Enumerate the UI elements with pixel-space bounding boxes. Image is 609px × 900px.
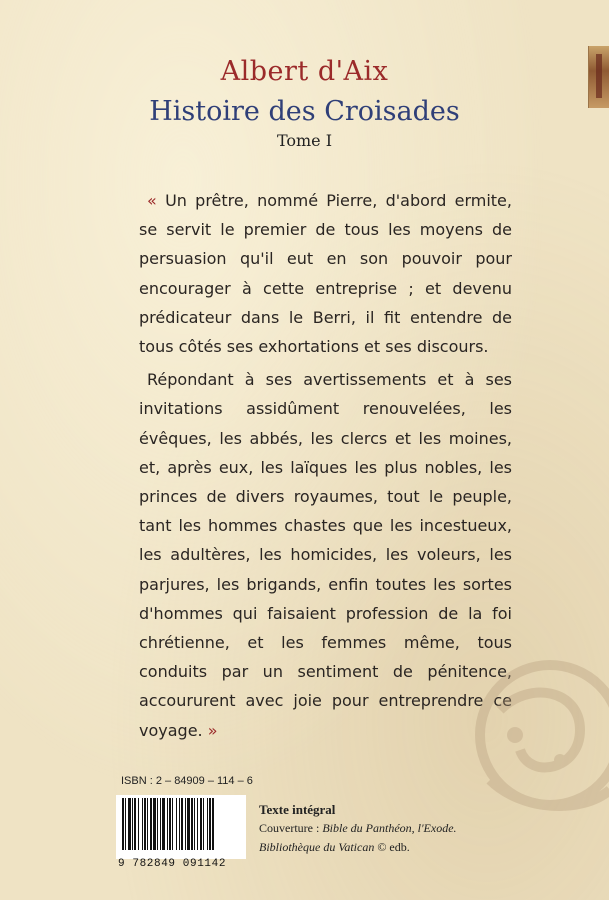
cover-credit-source: Bible du Panthéon, l'Exode. [322, 821, 457, 835]
excerpt-paragraph-1-text: Un prêtre, nommé Pierre, d'abord ermite, se servit le premier de tous les moyens de persuasion qu'il eut en son pouvoir pour encourager à cette entreprise ; et devenu prédicateur dans le Berri, il fit entendre de tous côtés ses exhortations et ses discours. [139, 191, 512, 357]
cover-credit-library: Bibliothèque du Vatican [259, 840, 375, 854]
excerpt-paragraph-2-text: Répondant à ses avertissements et à ses invitations assidûment renouvelées, les évêques, les abbés, les clercs et les moines, et, après eux, les laïques les plus nobles, les princes de divers royaumes, tout le peuple, tant les hommes chastes que les incestueux, les adultères, les homicides, les voleurs, les parjures, les brigands, enfin toutes les sortes d'hommes qui faisaient profession de la foi chrétienne, et les femmes même, tous conduits par un sentiment de pénitence, accoururent avec joie pour entreprendre ce voyage. [139, 370, 512, 740]
volume-label: Tome I [276, 131, 333, 150]
edition-note: Texte intégral [259, 802, 336, 817]
author-name: Albert d'Aix [220, 56, 389, 87]
excerpt-paragraph-1 [139, 186, 512, 361]
cover-credit-line-1 [259, 819, 499, 838]
isbn-label: ISBN : 2 – 84909 – 114 – 6 [121, 775, 253, 787]
cover-credit-line-2 [259, 838, 499, 857]
colophon [259, 800, 499, 857]
barcode [116, 795, 246, 859]
cover-credit-suffix: © edb. [374, 840, 410, 854]
book-title: Histoire des Croisades [149, 96, 460, 127]
open-quote-mark: « [147, 191, 157, 210]
barcode-digits: 9 782849 091142 [118, 858, 227, 870]
close-quote-mark: » [207, 720, 218, 740]
cover-credit-prefix: Couverture : [259, 821, 323, 835]
